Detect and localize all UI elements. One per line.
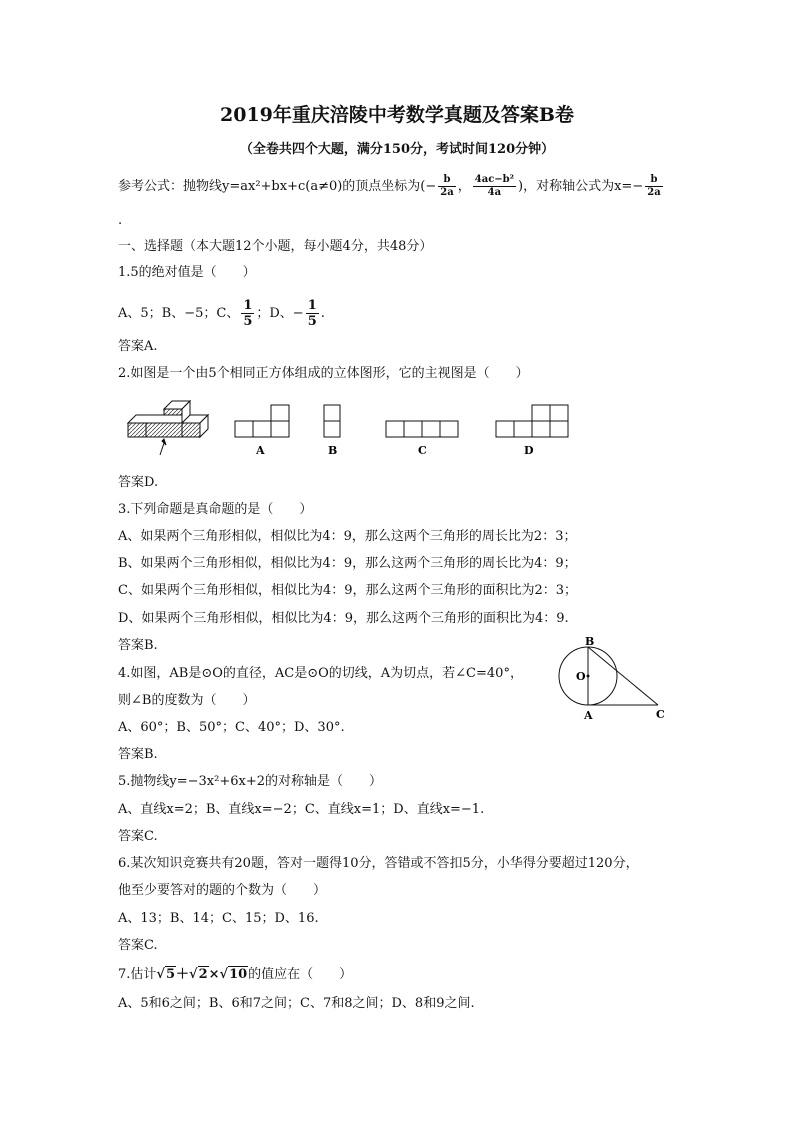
fraction-denominator: 4a: [487, 187, 502, 198]
fraction-numerator: 4ac−b²: [474, 174, 515, 185]
q3-option-d: D、如果两个三角形相似，相似比为4：9，那么这两个三角形的面积比为4：9.: [118, 611, 569, 626]
q6-answer: 答案C.: [118, 938, 158, 953]
formula-neg-1: −: [425, 179, 437, 194]
fraction-denominator: 5: [243, 314, 253, 329]
fraction-numerator: b: [645, 174, 662, 187]
q3-answer: 答案B.: [118, 638, 158, 653]
option-b-view: [324, 405, 340, 437]
q1-options: [118, 298, 325, 329]
fraction-numerator: b: [438, 174, 455, 187]
q7-options: A、5和6之间；B、6和7之间；C、7和8之间；D、8和9之间.: [118, 996, 475, 1011]
q3-option-c: C、如果两个三角形相似，相似比为4：9，那么这两个三角形的面积比为2：3；: [118, 583, 578, 598]
option-label-a: A: [256, 444, 265, 457]
q3-stem: 3.下列命题是真命题的是（ ）: [118, 502, 313, 517]
option-a-view: [235, 405, 289, 437]
sqrt-2: √2: [189, 967, 208, 982]
q2-answer: 答案D.: [118, 475, 159, 490]
fraction-denominator: 2a: [440, 187, 454, 198]
option-label-c: C: [418, 444, 427, 457]
option-d-view: [496, 395, 568, 437]
q1-option-d: ；D、−: [256, 306, 304, 321]
sqrt-10: √10: [219, 967, 248, 982]
fraction-numerator: 1: [243, 298, 253, 313]
q5-answer: 答案C.: [118, 829, 158, 844]
q6-stem-line-2: 他至少要答对的题的个数为（ ）: [118, 883, 327, 898]
q2-figures: [120, 395, 580, 465]
point-label-a: A: [584, 709, 593, 722]
q4-answer: 答案B.: [118, 747, 158, 762]
q1-stem: 1.5的绝对值是（ ）: [118, 265, 256, 280]
fraction-b-over-2a: [438, 174, 455, 199]
option-c-view: [386, 421, 458, 437]
fraction-vertex-y: [473, 174, 516, 199]
q4-circle-figure: [556, 634, 676, 726]
fraction-one-fifth: [241, 298, 254, 329]
times-sign: ×: [208, 967, 220, 982]
fraction-numerator: 1: [307, 298, 317, 313]
page-title: 2019年重庆涪陵中考数学真题及答案B卷: [220, 104, 574, 126]
formula-neg-2: −: [632, 179, 644, 194]
formula-mid: )，对称轴公式为x=: [518, 179, 633, 194]
formula-end: .: [118, 213, 123, 228]
point-label-b: B: [585, 635, 595, 648]
plus-sign: ＋: [176, 967, 190, 982]
q4-stem-line-1: 4.如图，AB是⊙O的直径，AC是⊙O的切线，A为切点，若∠C=40°，: [118, 666, 523, 681]
exam-info: （全卷共四个大题，满分150分，考试时间120分钟）: [239, 142, 555, 157]
q5-options: A、直线x=2；B、直线x=−2；C、直线x=1；D、直线x=−1.: [118, 802, 485, 817]
q1-options-ab: A、5；B、−5；C、: [118, 306, 240, 321]
q6-options: A、13；B、14；C、15；D、16.: [118, 911, 319, 926]
solid-3d-figure: [128, 401, 208, 455]
q7-prefix: 7.估计: [118, 967, 157, 982]
fraction-denominator: 2a: [647, 187, 661, 198]
q1-answer: 答案A.: [118, 339, 158, 354]
option-label-d: D: [524, 444, 534, 457]
fraction-axis: [645, 174, 662, 199]
section-heading-choice: 一、选择题（本大题12个小题，每小题4分，共48分）: [118, 239, 433, 254]
q1-end: .: [320, 306, 325, 321]
q4-options: A、60°；B、50°；C、40°；D、30°.: [118, 720, 345, 735]
q2-stem: 2.如图是一个由5个相同正方体组成的立体图形，它的主视图是（ ）: [118, 366, 529, 381]
q3-option-b: B、如果两个三角形相似，相似比为4：9，那么这两个三角形的周长比为4：9；: [118, 556, 577, 571]
fraction-denominator: 5: [307, 314, 317, 329]
reference-formula: [118, 174, 665, 199]
q7-stem: [118, 966, 352, 984]
option-label-b: B: [328, 444, 338, 457]
point-label-o: O: [576, 670, 586, 683]
formula-comma: ，: [457, 179, 471, 194]
formula-prefix: 参考公式：抛物线y=ax²+bx+c(a≠0)的顶点坐标为(: [118, 179, 426, 194]
q3-option-a: A、如果两个三角形相似，相似比为4：9，那么这两个三角形的周长比为2：3；: [118, 529, 577, 544]
sqrt-5: √5: [156, 967, 175, 982]
q7-suffix: 的值应在（ ）: [248, 967, 353, 982]
q4-stem-line-2: 则∠B的度数为（ ）: [118, 693, 256, 708]
point-label-c: C: [656, 708, 665, 721]
fraction-one-fifth: [306, 298, 319, 329]
q6-stem-line-1: 6.某次知识竞赛共有20题，答对一题得10分，答错或不答扣5分，小华得分要超过120分，: [118, 856, 639, 871]
q5-stem: 5.抛物线y=−3x²+6x+2的对称轴是（ ）: [118, 774, 383, 789]
